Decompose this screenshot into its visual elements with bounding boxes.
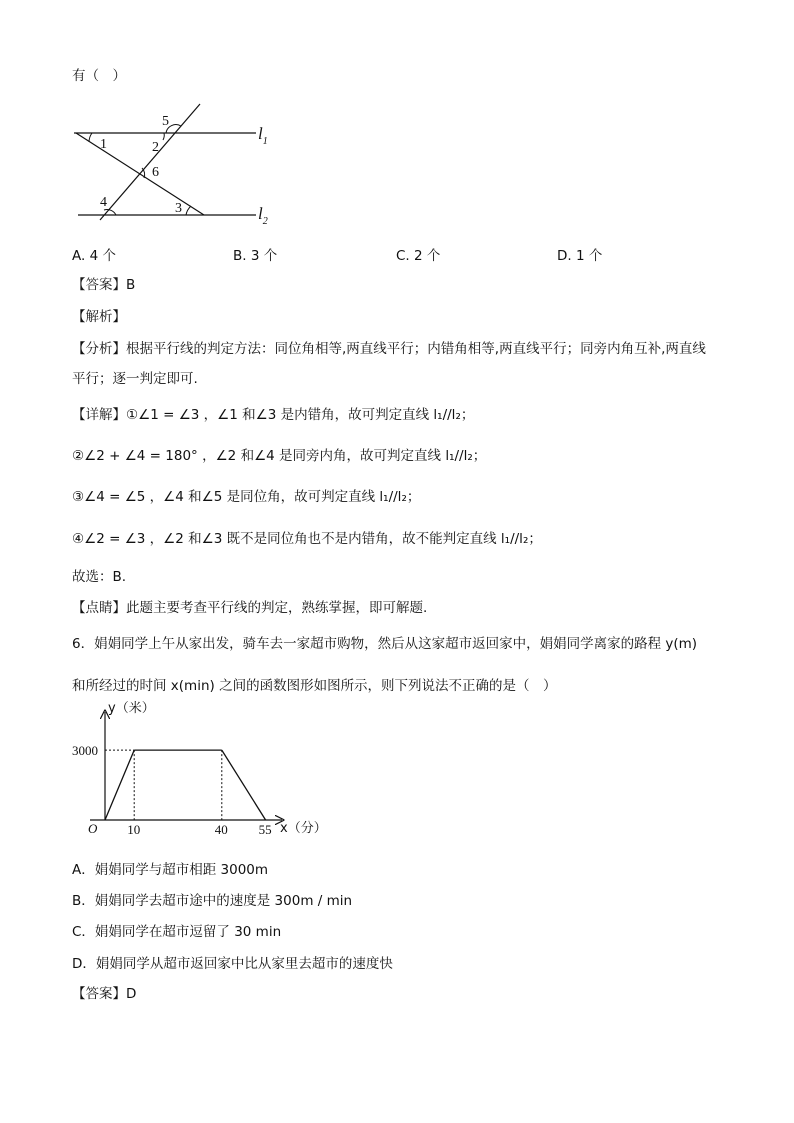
q6-option-d: D．娟娟同学从超市返回家中比从家里去超市的速度快 [72,956,393,972]
x-axis-label: x（分） [280,821,327,836]
angle-arc-1 [89,133,92,142]
angle-label-3: 3 [175,201,182,216]
fenxi-text-1: 根据平行线的判定方法：同位角相等,两直线平行；内错角相等,两直线平行；同旁内角互补,两直线 [126,341,706,357]
q5-detail-line-1 [72,405,474,425]
graph-segment-3 [222,750,266,820]
q5-choice-line: 故选：B. [72,569,127,585]
q6-stem-line-2: 和所经过的时间 x(min) 之间的函数图形如图所示，则下列说法不正确的是（ ） [72,678,557,694]
transversal-b [76,133,204,215]
angle-arc-3 [186,206,191,215]
q5-option-d: D. 1 个 [557,248,603,264]
answer-tag: 【答案】 [72,277,126,293]
dianjing-tag: 【点睛】 [72,600,126,616]
y-tick-label-3000: 3000 [72,743,98,759]
graph-segment-1 [105,750,134,820]
angle-label-4: 4 [100,195,107,210]
q5-detail-line-3: ③∠4 = ∠5 ，∠4 和∠5 是同位角，故可判定直线 l₁//l₂； [72,489,421,505]
line-l2-label: $l_2$ [258,204,268,227]
q6-answer-tag: 【答案】 [72,986,126,1002]
fenxi-tag: 【分析】 [72,341,126,357]
detail-text-1: ①∠1 = ∠3 ，∠1 和∠3 是内错角，故可判定直线 l₁//l₂； [126,407,475,423]
angle-label-6: 6 [152,165,159,180]
y-axis-label: y（米） [108,701,155,716]
q6-option-a: A．娟娟同学与超市相距 3000m [72,862,269,878]
q5-detail-line-2: ②∠2 + ∠4 = 180° ，∠2 和∠4 是同旁内角，故可判定直线 l₁//l₂； [72,448,487,464]
q5-stem-tail: 有（ ） [72,68,126,84]
q5-option-a: A. 4 个 [72,248,116,264]
q6-option-c: C．娟娟同学在超市逗留了 30 min [72,924,282,940]
q6-option-b: B．娟娟同学去超市途中的速度是 300m / min [72,893,353,909]
answer-value: B [126,277,136,293]
q5-dianjing-line [72,598,427,618]
angle-label-2: 2 [152,140,159,155]
angle-label-1: 1 [100,137,107,152]
q6-answer-value: D [126,986,137,1002]
q6-answer-line [72,984,136,1004]
dianjing-text: 此题主要考查平行线的判定，熟练掌握，即可解题. [126,600,428,616]
x-tick-label-10: 10 [127,822,141,837]
q5-answer-line [72,275,135,295]
xiangjie-tag: 【详解】 [72,407,126,423]
x-tick-label-55: 55 [258,822,272,837]
q5-analysis-tag: 【解析】 [72,309,126,325]
q5-detail-line-4: ④∠2 = ∠3 ，∠2 和∠3 既不是同位角也不是内错角，故不能判定直线 l₁//l₂； [72,531,542,547]
q5-option-c: C. 2 个 [396,248,441,264]
angle-label-5: 5 [162,114,169,129]
q5-fenxi-line-2: 平行；逐一判定即可. [72,371,198,387]
q5-fenxi-line-1 [72,339,706,359]
origin-label: O [88,821,98,836]
distance-time-graph [60,700,340,850]
angle-arc-2 [163,133,164,140]
q6-stem-line-1: 6．娟娟同学上午从家出发，骑车去一家超市购物，然后从这家超市返回家中，娟娟同学离家的路程 y(m) [72,636,698,652]
q5-option-b: B. 3 个 [233,248,278,264]
parallel-lines-figure [60,96,290,232]
line-l1-label: $l_1$ [258,124,268,147]
x-tick-label-40: 40 [214,822,228,837]
